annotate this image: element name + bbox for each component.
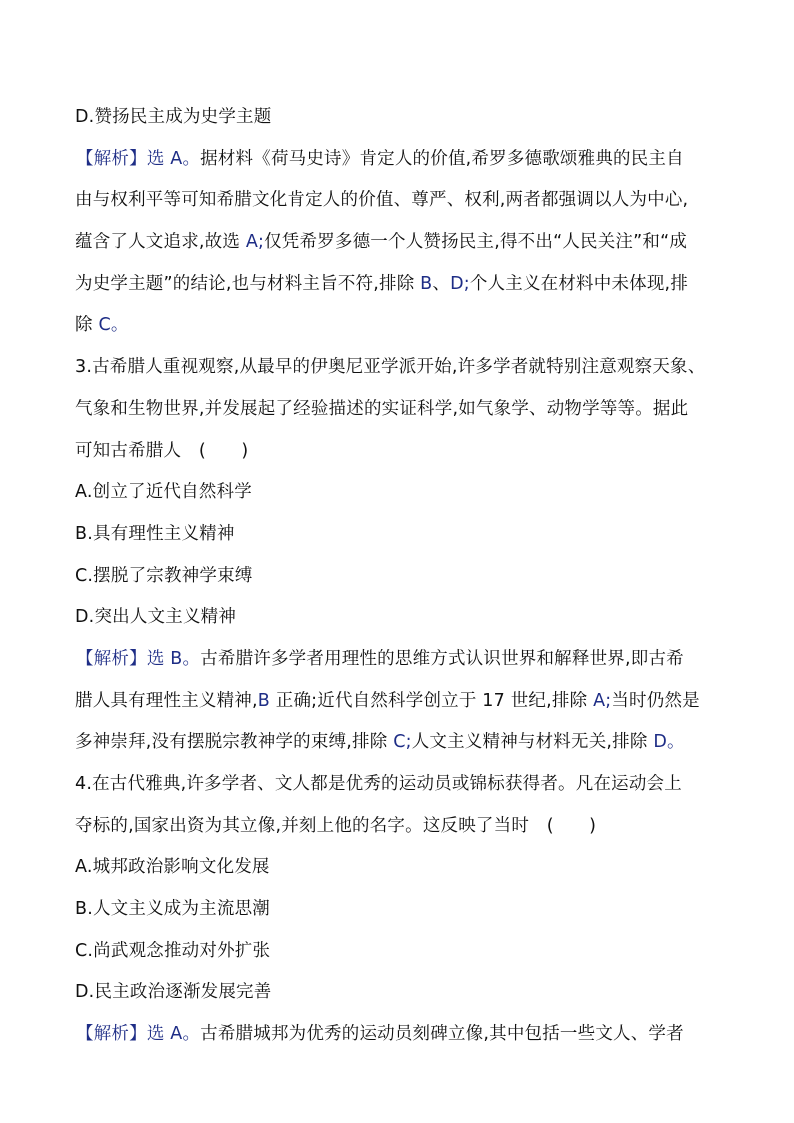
analysis-option-ref: D。	[653, 732, 685, 752]
q3-stem-line-3: 可知古希腊人 ( )	[75, 441, 249, 461]
analysis-option-ref: A;	[245, 232, 265, 252]
analysis-option-ref: C。	[98, 315, 129, 335]
analysis-text: 古希腊许多学者用理性的思维方式认识世界和解释世界,即古希	[200, 649, 684, 669]
q2-analysis-line-3	[75, 231, 687, 253]
q3-analysis-line-3	[75, 731, 685, 753]
q4-option-d: D.民主政治逐渐发展完善	[75, 982, 272, 1002]
analysis-text: 为史学主题”的结论,也与材料主旨不符,排除	[75, 274, 421, 294]
analysis-text: 人文主义精神与材料无关,排除	[411, 732, 654, 752]
analysis-answer: 选 A。	[146, 149, 201, 169]
analysis-option-ref: A;	[593, 691, 612, 711]
analysis-option-ref: D;	[450, 274, 470, 294]
analysis-text: 据材料《荷马史诗》肯定人的价值,希罗多德歌颂雅典的民主自	[200, 149, 684, 169]
q3-option-c: C.摆脱了宗教神学束缚	[75, 566, 253, 586]
q2-analysis-line-1	[76, 148, 684, 170]
q4-option-b: B.人文主义成为主流思潮	[75, 899, 270, 919]
q2-analysis-line-2: 由与权利平等可知希腊文化肯定人的价值、尊严、权利,两者都强调以人为中心,	[75, 190, 689, 210]
analysis-text: 当时仍然是	[611, 691, 700, 711]
analysis-text: 蕴含了人文追求,故选	[75, 232, 246, 252]
analysis-label: 【解析】	[76, 649, 147, 669]
q2-option-d: D.赞扬民主成为史学主题	[75, 107, 272, 127]
q3-stem-line-2: 气象和生物世界,并发展起了经验描述的实证科学,如气象学、动物学等等。据此	[75, 399, 689, 419]
analysis-answer: 选 B。	[146, 649, 201, 669]
q3-analysis-line-1	[76, 648, 684, 670]
q3-option-d: D.突出人文主义精神	[75, 607, 237, 627]
analysis-text: 个人主义在材料中未体现,排	[469, 274, 689, 294]
q2-analysis-line-4	[75, 273, 688, 295]
q3-option-a: A.创立了近代自然科学	[75, 482, 252, 502]
q3-stem-line-1: 3.古希腊人重视观察,从最早的伊奥尼亚学派开始,许多学者就特别注意观察天象、	[75, 357, 706, 377]
q4-stem-line-2: 夺标的,国家出资为其立像,并刻上他的名字。这反映了当时 ( )	[75, 816, 597, 836]
q4-option-a: A.城邦政治影响文化发展	[75, 857, 270, 877]
q3-analysis-line-2	[75, 690, 700, 712]
analysis-text: 古希腊城邦为优秀的运动员刻碑立像,其中包括一些文人、学者	[200, 1024, 684, 1044]
analysis-label: 【解析】	[76, 1024, 147, 1044]
q2-analysis-line-5	[75, 314, 129, 336]
analysis-label: 【解析】	[76, 149, 147, 169]
analysis-text: 除	[75, 315, 99, 335]
analysis-option-ref: B	[420, 274, 433, 294]
analysis-text: 正确;近代自然科学创立于 17 世纪,排除	[269, 691, 594, 711]
q4-analysis-line-1	[76, 1023, 684, 1045]
analysis-text: 腊人具有理性主义精神,	[75, 691, 258, 711]
analysis-text: 、	[432, 274, 451, 294]
q4-stem-line-1: 4.在古代雅典,许多学者、文人都是优秀的运动员或锦标获得者。凡在运动会上	[75, 774, 682, 794]
analysis-answer: 选 A。	[146, 1024, 201, 1044]
q4-option-c: C.尚武观念推动对外扩张	[75, 941, 271, 961]
analysis-text: 多神崇拜,没有摆脱宗教神学的束缚,排除	[75, 732, 394, 752]
q3-option-b: B.具有理性主义精神	[75, 524, 235, 544]
analysis-option-ref: B	[257, 691, 270, 711]
analysis-option-ref: C;	[393, 732, 412, 752]
analysis-text: 仅凭希罗多德一个人赞扬民主,得不出“人民关注”和“成	[264, 232, 688, 252]
